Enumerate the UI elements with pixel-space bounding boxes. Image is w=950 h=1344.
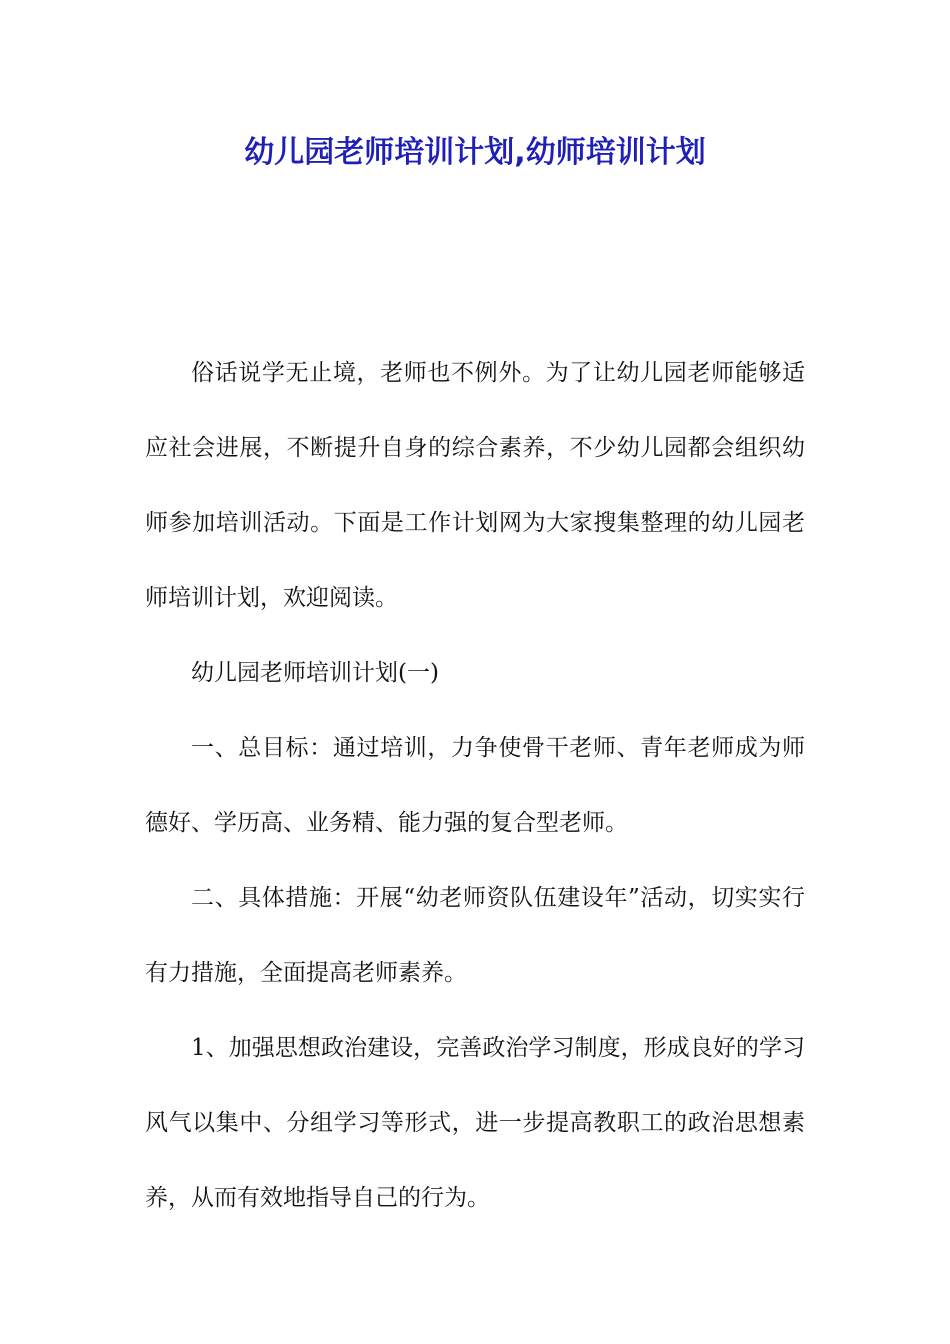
- paragraph-item-1: 1、加强思想政治建设，完善政治学习制度，形成良好的学习风气以集中、分组学习等形式，进一步提高教职工的政治思想素养，从而有效地指导自己的行为。: [145, 1035, 805, 1211]
- paragraph-measures: 二、具体措施：开展“幼老师资队伍建设年”活动，切实实行有力措施，全面提高老师素养。: [145, 885, 805, 986]
- paragraph-goal: 一、总目标：通过培训，力争使骨干老师、青年老师成为师德好、学历高、业务精、能力强的复合型老师。: [145, 735, 805, 836]
- paragraph-intro: 俗话说学无止境，老师也不例外。为了让幼儿园老师能够适应社会进展，不断提升自身的综合素养，不少幼儿园都会组织幼师参加培训活动。下面是工作计划网为大家搜集整理的幼儿园老师培训计划，欢迎阅读。: [145, 360, 805, 611]
- paragraph-section-heading: 幼儿园老师培训计划(一): [191, 660, 439, 686]
- document-body: [145, 336, 805, 1236]
- document-title: 幼儿园老师培训计划,幼师培训计划: [244, 135, 706, 170]
